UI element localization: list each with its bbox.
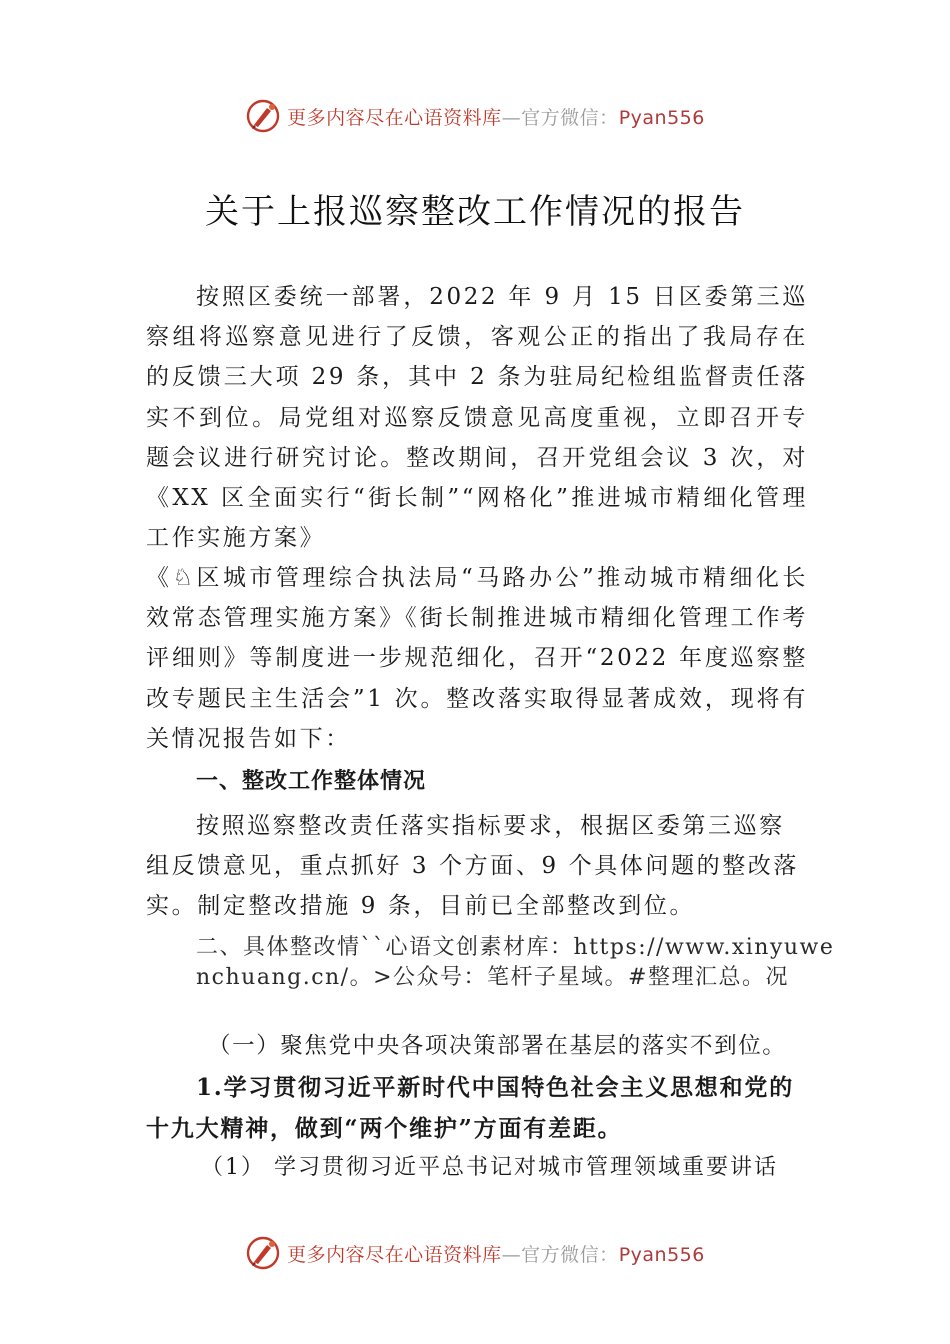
- watermark-brand: 更多内容尽在心语资料库: [287, 1243, 502, 1266]
- watermark-dash: —: [501, 1243, 522, 1266]
- watermark-banner-top: [0, 96, 950, 136]
- paragraph-4: 二、具体整改情``心语文创素材库：https://www.xinyuwenchuang.cn/。>公众号：笔杆子星域。#整理汇总。况: [196, 935, 835, 990]
- watermark-dash: —: [501, 106, 522, 129]
- subsection-heading-1: （一）聚焦党中央各项决策部署在基层的落实不到位。: [208, 1033, 787, 1059]
- paragraph-2: 《♘区城市管理综合执法局“马路办公”推动城市精细化长效常态管理实施方案》《街长制推进城市精细化管理工作考 评细则》等制度进一步规范细化，召开“2022 年度巡察整改专题民主生活会”1 次。整改落实取得显著成效，现将有关情况报告如下：: [146, 565, 808, 752]
- watermark-text: [287, 103, 705, 130]
- pen-logo-icon: [245, 98, 281, 134]
- paragraph-5: （1） 学习贯彻习近平总书记对城市管理领域重要讲话: [201, 1155, 778, 1180]
- watermark-wechat: Pyan556: [618, 1243, 705, 1266]
- watermark-wechat: Pyan556: [618, 106, 705, 129]
- paragraph-1: 按照区委统一部署，2022 年 9 月 15 日区委第三巡察组将巡察意见进行了反馈，客观公正的指出了我局存在的反馈三大项 29 条，其中 2 条为驻局纪检组监督责任落实不到位。局党组对巡察反馈意见高度重视，立即召开专题会议进行研究讨论。整改期间，召开党组会议 3 次，对《XX 区全面实行“街长制”“网格化”推进城市精细化管理工作实施方案》: [146, 284, 808, 552]
- watermark-brand: 更多内容尽在心语资料库: [287, 106, 502, 129]
- section-heading-1: 一、整改工作整体情况: [196, 769, 427, 794]
- watermark-label: 官方微信：: [521, 1243, 619, 1266]
- paragraph-3: 按照巡察整改责任落实指标要求，根据区委第三巡察组反馈意见，重点抓好 3 个方面、9 个具体问题的整改落实。制定整改措施 9 条，目前已全部整改到位。: [146, 813, 799, 920]
- watermark-banner-bottom: [0, 1233, 950, 1273]
- item-heading-1: 1.学习贯彻习近平新时代中国特色社会主义思想和党的十九大精神，做到“两个维护”方面有差距。: [146, 1074, 795, 1142]
- pen-logo-icon: [245, 1235, 281, 1271]
- watermark-label: 官方微信：: [521, 106, 619, 129]
- watermark-text: [287, 1240, 705, 1267]
- document-title: 关于上报巡察整改工作情况的报告: [205, 192, 745, 232]
